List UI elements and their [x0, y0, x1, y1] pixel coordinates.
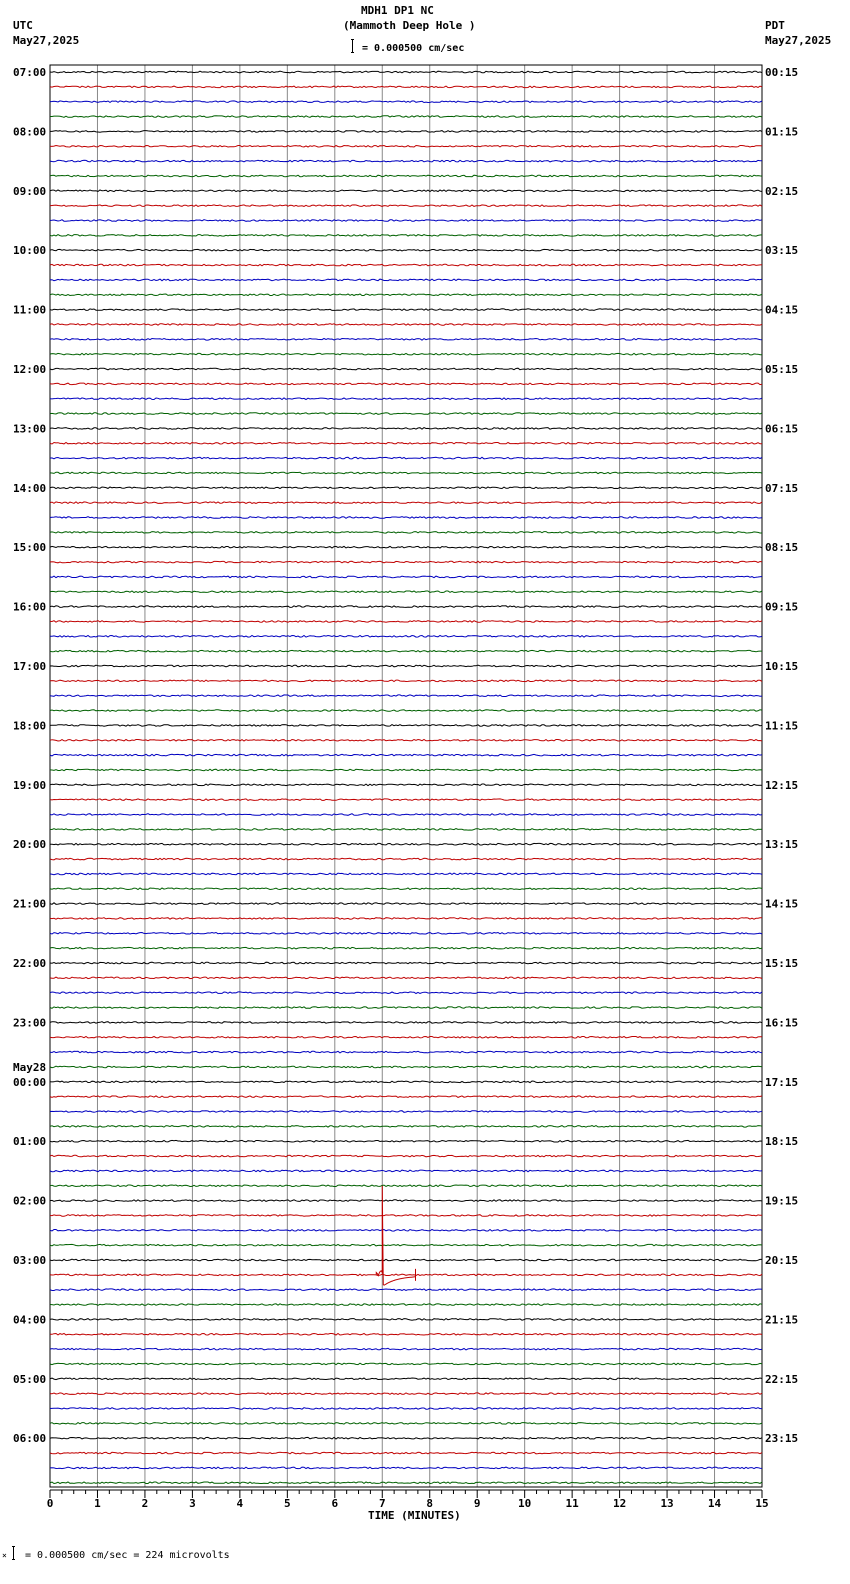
pdt-hour-label: 13:15: [765, 838, 799, 852]
utc-hour-label: 01:00: [13, 1135, 47, 1149]
x-tick-label: 5: [284, 1497, 291, 1510]
utc-hour-label: 22:00: [13, 957, 47, 970]
trace-line: [50, 1437, 762, 1439]
trace-line: [50, 279, 762, 281]
x-tick-label: 2: [141, 1497, 149, 1510]
trace-line: [50, 1170, 762, 1172]
pdt-hour-label: 09:15: [765, 600, 799, 614]
trace-line: [50, 680, 762, 682]
trace-line: [50, 1215, 762, 1217]
trace-line: [50, 650, 762, 652]
utc-hour-label: 08:00: [13, 125, 47, 139]
pdt-hour-label: 14:15: [765, 897, 799, 911]
trace-line: [50, 962, 762, 964]
station-code: MDH1 DP1 NC: [361, 4, 434, 17]
trace-line: [50, 784, 762, 786]
utc-hour-label: 02:00: [13, 1194, 47, 1208]
trace-line: [50, 1200, 762, 1202]
utc-hour-label: 17:00: [13, 660, 47, 673]
plot-frame: [50, 65, 762, 1487]
trace-line: [50, 502, 762, 504]
pdt-hour-label: 22:15: [765, 1372, 799, 1386]
trace-line: [50, 903, 762, 905]
pdt-hour-label: 15:15: [765, 957, 799, 970]
trace-line: [50, 131, 762, 133]
pdt-hour-label: 17:15: [765, 1075, 799, 1089]
trace-line: [50, 1051, 762, 1053]
trace-line: [50, 71, 762, 73]
trace-line: [50, 977, 762, 979]
trace-line: [50, 487, 762, 489]
trace-line: [50, 146, 762, 148]
trace-line: [50, 1037, 762, 1039]
trace-line: [50, 1185, 762, 1187]
trace-line: [50, 339, 762, 341]
trace-line: [50, 264, 762, 266]
trace-line: [50, 205, 762, 207]
utc-hour-label: 16:00: [13, 600, 47, 614]
x-tick-label: 9: [473, 1497, 481, 1510]
trace-line: [50, 1304, 762, 1306]
trace-line: [50, 1126, 762, 1128]
trace-line: [50, 353, 762, 355]
trace-line: [50, 992, 762, 994]
trace-line: [50, 86, 762, 88]
pdt-hour-label: 06:15: [765, 422, 799, 436]
left-date: May27,2025: [13, 34, 80, 47]
trace-line: [50, 561, 762, 563]
right-timezone: PDT: [765, 19, 785, 32]
trace-line: [50, 472, 762, 474]
trace-line: [50, 443, 762, 445]
utc-hour-label: 05:00: [13, 1372, 47, 1386]
trace-line: [50, 1022, 762, 1024]
trace-line: [50, 1007, 762, 1009]
pdt-hour-label: 18:15: [765, 1135, 799, 1149]
utc-hour-label: 20:00: [13, 838, 47, 852]
pdt-hour-label: 12:15: [765, 778, 799, 792]
trace-line: [50, 116, 762, 118]
trace-line: [50, 546, 762, 548]
trace-line: [50, 1081, 762, 1083]
trace-line: [50, 1348, 762, 1350]
pdt-hour-label: 04:15: [765, 303, 799, 317]
pdt-hour-label: 08:15: [765, 541, 799, 555]
calibration-label: = 0.000500 cm/sec = 224 microvolts: [25, 1550, 230, 1561]
trace-line: [50, 190, 762, 192]
trace-line: [50, 710, 762, 712]
trace-line: [50, 799, 762, 801]
trace-line: [50, 1066, 762, 1068]
trace-line: [50, 933, 762, 935]
pdt-hour-label: 00:15: [765, 66, 799, 79]
trace-line: [50, 413, 762, 415]
trace-line: [50, 1363, 762, 1365]
trace-line: [50, 249, 762, 251]
utc-hour-label: 12:00: [13, 363, 47, 376]
trace-line: [50, 740, 762, 742]
pdt-hour-label: 11:15: [765, 719, 799, 733]
trace-line: [50, 428, 762, 430]
trace-line: [50, 665, 762, 667]
scale-bar-icon: [351, 39, 354, 53]
pdt-hour-label: 01:15: [765, 125, 799, 139]
trace-line: [50, 383, 762, 385]
right-date: May27,2025: [765, 34, 832, 47]
trace-line: [50, 1319, 762, 1321]
x-tick-label: 6: [331, 1497, 339, 1510]
x-tick-label: 12: [612, 1497, 627, 1510]
x-tick-label: 15: [755, 1497, 769, 1510]
x-tick-label: 3: [189, 1497, 196, 1510]
station-name: (Mammoth Deep Hole ): [343, 19, 476, 32]
trace-line: [50, 160, 762, 162]
pdt-hour-label: 05:15: [765, 363, 799, 376]
calibration-bar-icon: [12, 1546, 15, 1560]
x-tick-label: 14: [707, 1497, 722, 1510]
trace-line: [50, 947, 762, 949]
trace-line: [50, 1452, 762, 1454]
trace-line: [50, 769, 762, 771]
trace-line: [50, 220, 762, 222]
pdt-hour-label: 20:15: [765, 1254, 799, 1267]
trace-line: [50, 1408, 762, 1410]
left-timezone: UTC: [13, 19, 33, 32]
trace-line: [50, 1140, 762, 1142]
trace-line: [50, 324, 762, 326]
trace-line: [50, 457, 762, 459]
trace-line: [50, 532, 762, 534]
pdt-hour-label: 10:15: [765, 660, 799, 673]
pdt-hour-label: 07:15: [765, 481, 799, 495]
utc-hour-label: 21:00: [13, 897, 47, 911]
utc-hour-label: 00:00: [13, 1075, 47, 1089]
trace-line: [50, 1274, 762, 1276]
pdt-hour-label: 23:15: [765, 1432, 799, 1446]
trace-line: [50, 235, 762, 237]
trace-line: [50, 1155, 762, 1157]
trace-line: [50, 1378, 762, 1380]
trace-line: [50, 1334, 762, 1336]
pdt-hour-label: 02:15: [765, 184, 799, 198]
trace-line: [50, 294, 762, 296]
trace-line: [50, 1467, 762, 1469]
trace-line: [50, 1393, 762, 1395]
pdt-hour-label: 21:15: [765, 1313, 799, 1327]
trace-line: [50, 576, 762, 578]
utc-hour-label: 09:00: [13, 184, 47, 198]
trace-line: [50, 398, 762, 400]
utc-hour-label: 06:00: [13, 1432, 47, 1446]
trace-line: [50, 1111, 762, 1113]
utc-hour-label: 10:00: [13, 244, 47, 258]
utc-hour-label: 23:00: [13, 1016, 47, 1030]
pdt-hour-label: 19:15: [765, 1194, 799, 1208]
trace-line: [50, 829, 762, 831]
trace-line: [50, 1244, 762, 1246]
utc-hour-label: 18:00: [13, 719, 47, 733]
scale-label: = 0.000500 cm/sec: [362, 43, 465, 54]
trace-line: [50, 621, 762, 623]
trace-line: [50, 1259, 762, 1261]
utc-hour-label: 11:00: [13, 303, 47, 317]
trace-line: [50, 873, 762, 875]
trace-line: [50, 1096, 762, 1098]
pdt-hour-label: 03:15: [765, 244, 799, 258]
x-tick-label: 7: [378, 1497, 386, 1510]
utc-hour-label: 03:00: [13, 1254, 47, 1267]
utc-hour-label: 15:00: [13, 541, 47, 555]
trace-line: [50, 1230, 762, 1232]
x-tick-label: 8: [426, 1497, 434, 1510]
trace-line: [50, 725, 762, 727]
trace-line: [50, 368, 762, 370]
trace-line: [50, 888, 762, 890]
utc-hour-label: 13:00: [13, 422, 47, 436]
trace-line: [50, 101, 762, 103]
trace-line: [50, 843, 762, 845]
pdt-hour-label: 16:15: [765, 1016, 799, 1030]
x-tick-label: 0: [46, 1497, 54, 1510]
trace-line: [50, 814, 762, 816]
trace-line: [50, 1482, 762, 1484]
trace-line: [50, 1289, 762, 1291]
trace-line: [50, 517, 762, 519]
x-tick-label: 4: [236, 1497, 244, 1510]
utc-hour-label: 07:00: [13, 66, 47, 79]
x-tick-label: 11: [565, 1497, 579, 1510]
trace-line: [50, 591, 762, 593]
x-tick-label: 10: [518, 1497, 532, 1510]
trace-line: [50, 175, 762, 177]
trace-line: [50, 1423, 762, 1425]
x-tick-label: 13: [660, 1497, 674, 1510]
trace-line: [50, 754, 762, 756]
x-tick-label: 1: [94, 1497, 101, 1510]
date-change-label: May28: [13, 1060, 47, 1074]
trace-line: [50, 858, 762, 860]
utc-hour-label: 14:00: [13, 481, 47, 495]
trace-line: [50, 695, 762, 697]
utc-hour-label: 19:00: [13, 778, 47, 792]
trace-line: [50, 636, 762, 638]
trace-line: [50, 309, 762, 311]
trace-line: [50, 918, 762, 920]
x-axis-label: TIME (MINUTES): [368, 1509, 461, 1522]
trace-line: [50, 606, 762, 608]
utc-hour-label: 04:00: [13, 1313, 47, 1327]
calibration-marker-icon: ×: [2, 1551, 7, 1560]
